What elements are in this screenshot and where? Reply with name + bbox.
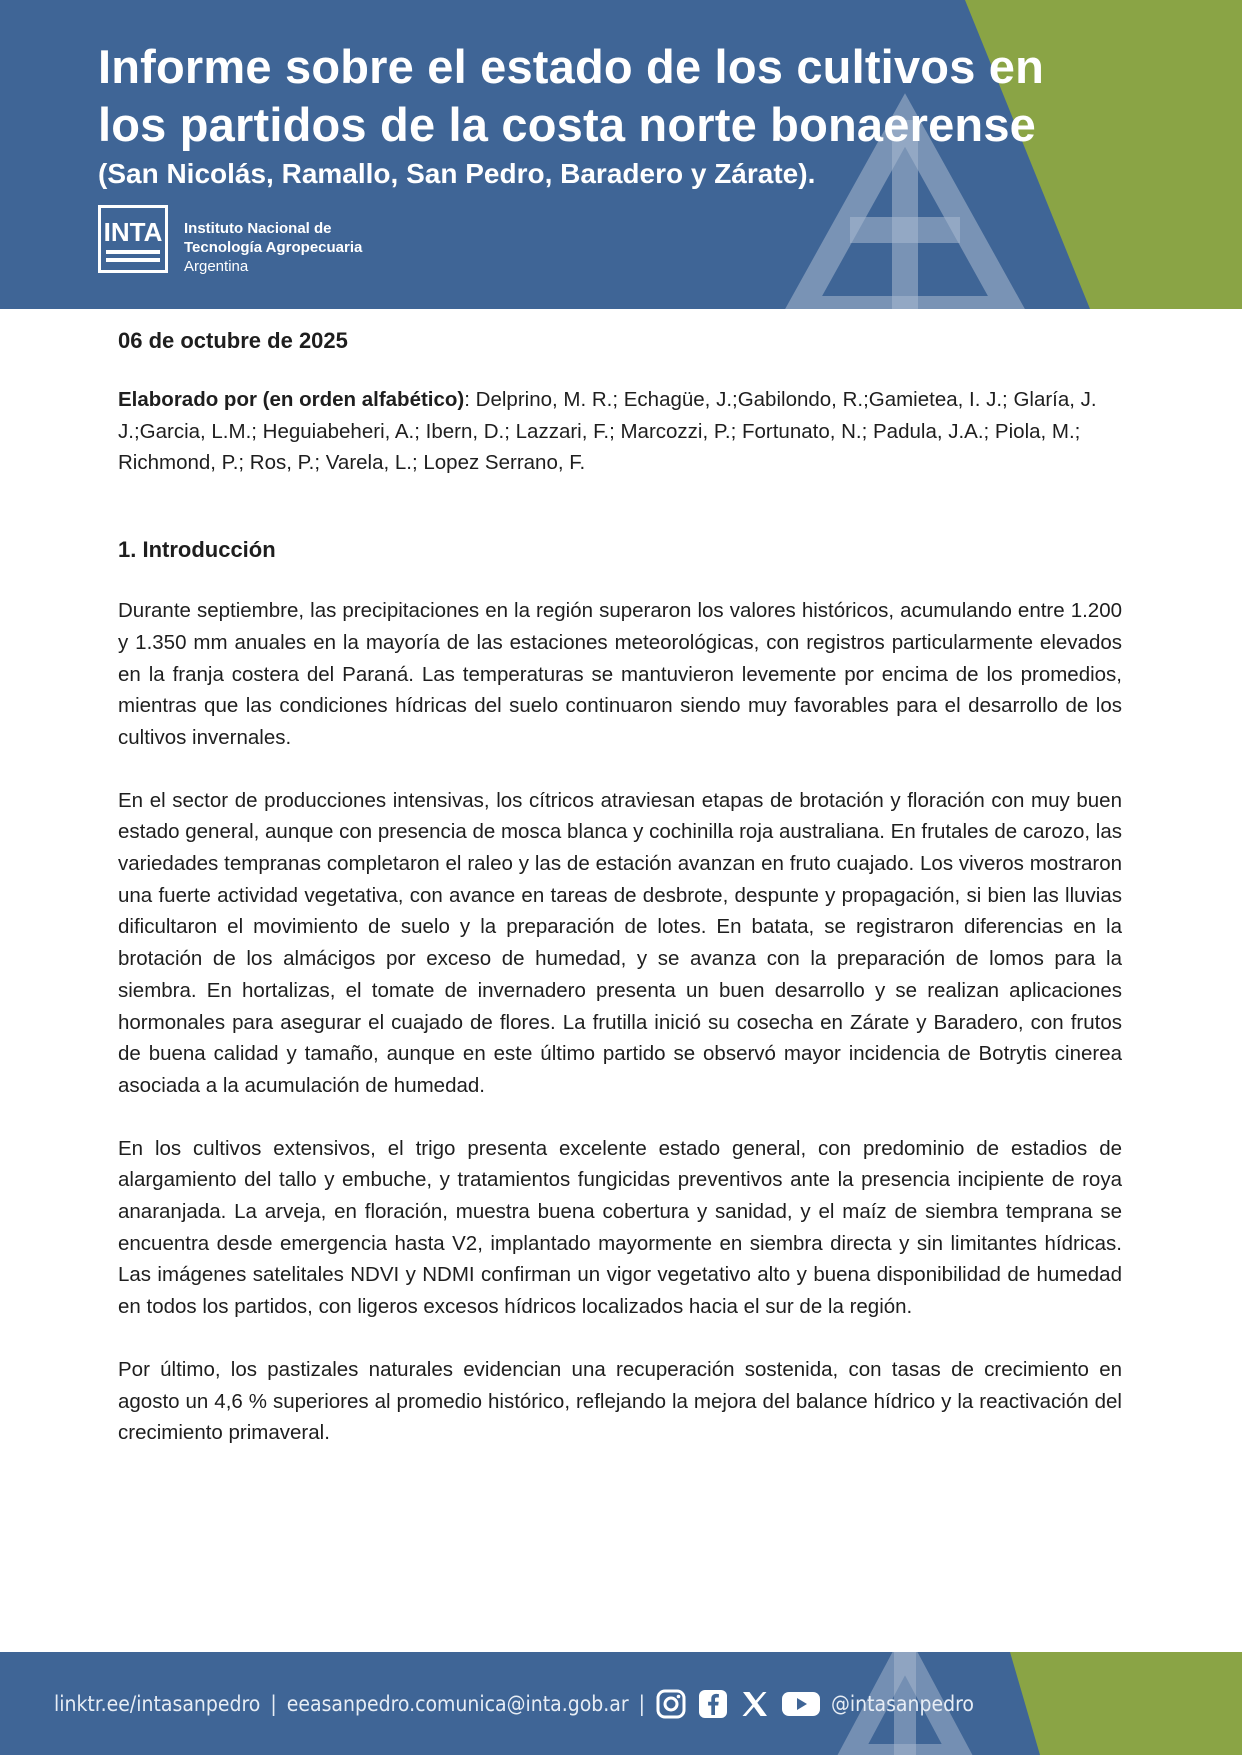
authors-label: Elaborado por (en orden alfabético) bbox=[118, 388, 465, 411]
institute-line-2: Tecnología Agropecuaria bbox=[184, 239, 363, 256]
paragraph-4: Por último, los pastizales naturales evidencian una recuperación sostenida, con tasas de crecimiento en agosto un 4,6 % superiores al promedio histórico, reflejando la mejora del balance hídrico y la reactivación del crecimiento primaveral. bbox=[118, 1357, 1122, 1445]
institute-line-3: Argentina bbox=[184, 258, 249, 275]
paragraph-1: Durante septiembre, las precipitaciones en la región superaron los valores históricos, acumulando entre 1.200 y 1.350 mm anuales en la mayoría de las estaciones meteorológicas, con registros particularmente elevados en la franja costera del Paraná. Las temperaturas se mantuvieron levemente por encima de los promedios, mientras que las condiciones hídricas del suelo continuaron siendo muy favorables para el desarrollo de los cultivos invernales. bbox=[118, 599, 1122, 749]
header-banner bbox=[0, 0, 1242, 309]
facebook-icon[interactable] bbox=[697, 1688, 729, 1720]
title-line-2: los partidos de la costa norte bonaerense bbox=[98, 98, 1037, 151]
report-title bbox=[98, 38, 1218, 154]
authors-list: : Delprino, M. R.; Echagüe, J.;Gabilondo, R.;Gamietea, I. J.; Glaría, J. J.;Garcia, L.M.; Heguiabeheri, A.; Ibern, D.; Lazzari, F.; Marcozzi, P.; Fortunato, N.; Padula, J.A.; Piola, M.; Richmond, P.; Ros, P.; Varela, L.; Lopez Serrano, F. bbox=[118, 388, 1097, 475]
linktree-link[interactable]: linktr.ee/intasanpedro bbox=[54, 1691, 261, 1716]
email-link[interactable]: eeasanpedro.comunica@inta.gob.ar bbox=[286, 1691, 629, 1716]
paragraph-3: En los cultivos extensivos, el trigo presenta excelente estado general, con predominio de estadios de alargamiento del tallo y embuche, y tratamientos fungicidas preventivos ante la presencia incipiente de roya anaranjada. La arveja, en floración, muestra buena cobertura y sanidad, y el maíz de siembra temprana se encuentra desde emergencia hasta V2, implantado mayormente en siembra directa y sin limitantes hídricas. Las imágenes satelitales NDVI y NDMI confirman un vigor vegetativo alto y buena disponibilidad de humedad en todos los partidos, con ligeros excesos hídricos localizados hacia el sur de la región. bbox=[118, 1136, 1122, 1319]
footer-contact-row bbox=[54, 1652, 974, 1755]
institute-line-1: Instituto Nacional de bbox=[184, 220, 332, 237]
authors-block bbox=[118, 384, 1122, 479]
footer-separator: | bbox=[270, 1691, 277, 1716]
footer-bar bbox=[0, 1652, 1242, 1755]
document-body bbox=[118, 320, 1122, 1449]
footer-separator: | bbox=[638, 1691, 645, 1716]
youtube-icon[interactable] bbox=[781, 1688, 821, 1720]
paragraph-2: En el sector de producciones intensivas, los cítricos atraviesan etapas de brotación y floración con muy buen estado general, aunque con presencia de mosca blanca y cochinilla roja australiana. En frutales de carozo, las variedades tempranas completaron el raleo y las de estación avanzan en fruto cuajado. Los viveros mostraron una fuerte actividad vegetativa, con avance en tareas de desbrote, despunte y propagación, si bien las lluvias dificultaron el movimiento de suelo y la preparación de lotes. En batata, se registraron diferencias en la brotación de los almácigos por exceso de humedad, y se avanza con la preparación de lomos para la siembra. En hortalizas, el tomate de invernadero presenta un buen desarrollo y se realizan aplicaciones hormonales para asegurar el cuajado de flores. La frutilla inició su cosecha en Zárate y Baradero, con frutos de buena calidad y tamaño, aunque en este último partido se observó mayor incidencia de Botrytis cinerea asociada a la acumulación de humedad. bbox=[118, 788, 1122, 1097]
inta-logo-text: INTA bbox=[103, 217, 163, 247]
institute-name bbox=[184, 219, 362, 276]
title-line-1: Informe sobre el estado de los cultivos en bbox=[98, 40, 1045, 93]
instagram-icon[interactable] bbox=[655, 1688, 687, 1720]
inta-logo bbox=[98, 205, 168, 273]
report-date: 06 de octubre de 2025 bbox=[118, 328, 348, 353]
x-icon[interactable] bbox=[739, 1688, 771, 1720]
report-subtitle: (San Nicolás, Ramallo, San Pedro, Baradero y Zárate). bbox=[98, 158, 816, 189]
section-title: 1. Introducción bbox=[118, 537, 276, 563]
social-handle[interactable]: @intasanpedro bbox=[830, 1691, 974, 1716]
